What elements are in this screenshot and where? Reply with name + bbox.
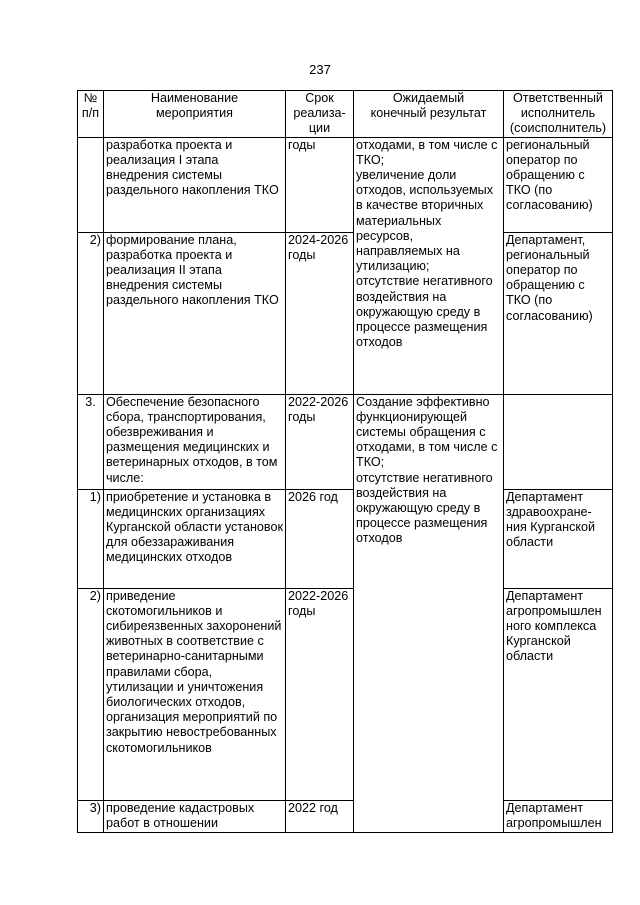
row-name: приобретение и установка в медицинских организациях Курганской области установок для обеззараживания медицинских отходов [104, 489, 286, 588]
table-row [78, 588, 613, 800]
header-executor: Ответственный исполнитель (соисполнитель) [504, 91, 613, 138]
row-term: 2022-2026 годы [286, 394, 354, 489]
header-name: Наименование мероприятия [104, 91, 286, 138]
row-executor [504, 394, 613, 489]
page-number: 237 [309, 62, 331, 77]
row-name: Обеспечение безопасного сбора, транспортирования, обезвреживания и размещения медицинских и ветеринарных отходов, в том числе: [104, 394, 286, 489]
table-row [78, 800, 613, 832]
row-number: 1) [78, 489, 104, 588]
row-name: проведение кадастровых работ в отношении [104, 800, 286, 832]
row-number: 2) [78, 232, 104, 394]
table-row [78, 137, 613, 232]
row-number: 2) [78, 588, 104, 800]
table-row [78, 232, 613, 394]
table-header-row [78, 91, 613, 138]
header-result: Ожидаемый конечный результат [354, 91, 504, 138]
row-term: годы [286, 137, 354, 232]
row-number: 3. [78, 394, 104, 489]
table-row [78, 394, 613, 489]
row-name: разработка проекта и реализация I этапа внедрения системы раздельного накопления ТКО [104, 137, 286, 232]
row-executor: Департамент агропромышлен [504, 800, 613, 832]
row-name: приведение скотомогильников и сибиреязвенных захоронений животных в соответствие с ветеринарно-санитарными правилами сбора, утилизации и уничтожения биологических отходов, организация мероприятий по закрытию невостребованных скотомогильников [104, 588, 286, 800]
row-result: Создание эффективно функционирующей системы обращения с отходами, в том числе с ТКО; отсутствие негативного воздействия на окружающую среду в процессе размещения отходов [354, 394, 504, 832]
row-result: отходами, в том числе с ТКО; увеличение доли отходов, используемых в качестве вторичных материальных ресурсов, направляемых на утилизацию; отсутствие негативного воздействия на окружающую среду в процессе размещения отходов [354, 137, 504, 394]
row-executor: Департамент, региональный оператор по обращению с ТКО (по согласованию) [504, 232, 613, 394]
header-term: Срок реализа- ции [286, 91, 354, 138]
row-term: 2024-2026 годы [286, 232, 354, 394]
row-executor: региональный оператор по обращению с ТКО (по согласованию) [504, 137, 613, 232]
row-executor: Департамент агропромышлен ного комплекса Курганской области [504, 588, 613, 800]
header-number: № п/п [78, 91, 104, 138]
row-executor: Департамент здравоохране-ния Курганской области [504, 489, 613, 588]
row-name: формирование плана, разработка проекта и реализация II этапа внедрения системы раздельного накопления ТКО [104, 232, 286, 394]
table-row [78, 489, 613, 588]
row-term: 2022 год [286, 800, 354, 832]
row-term: 2022-2026 годы [286, 588, 354, 800]
row-number [78, 137, 104, 232]
row-number: 3) [78, 800, 104, 832]
measures-table [77, 90, 613, 833]
row-term: 2026 год [286, 489, 354, 588]
